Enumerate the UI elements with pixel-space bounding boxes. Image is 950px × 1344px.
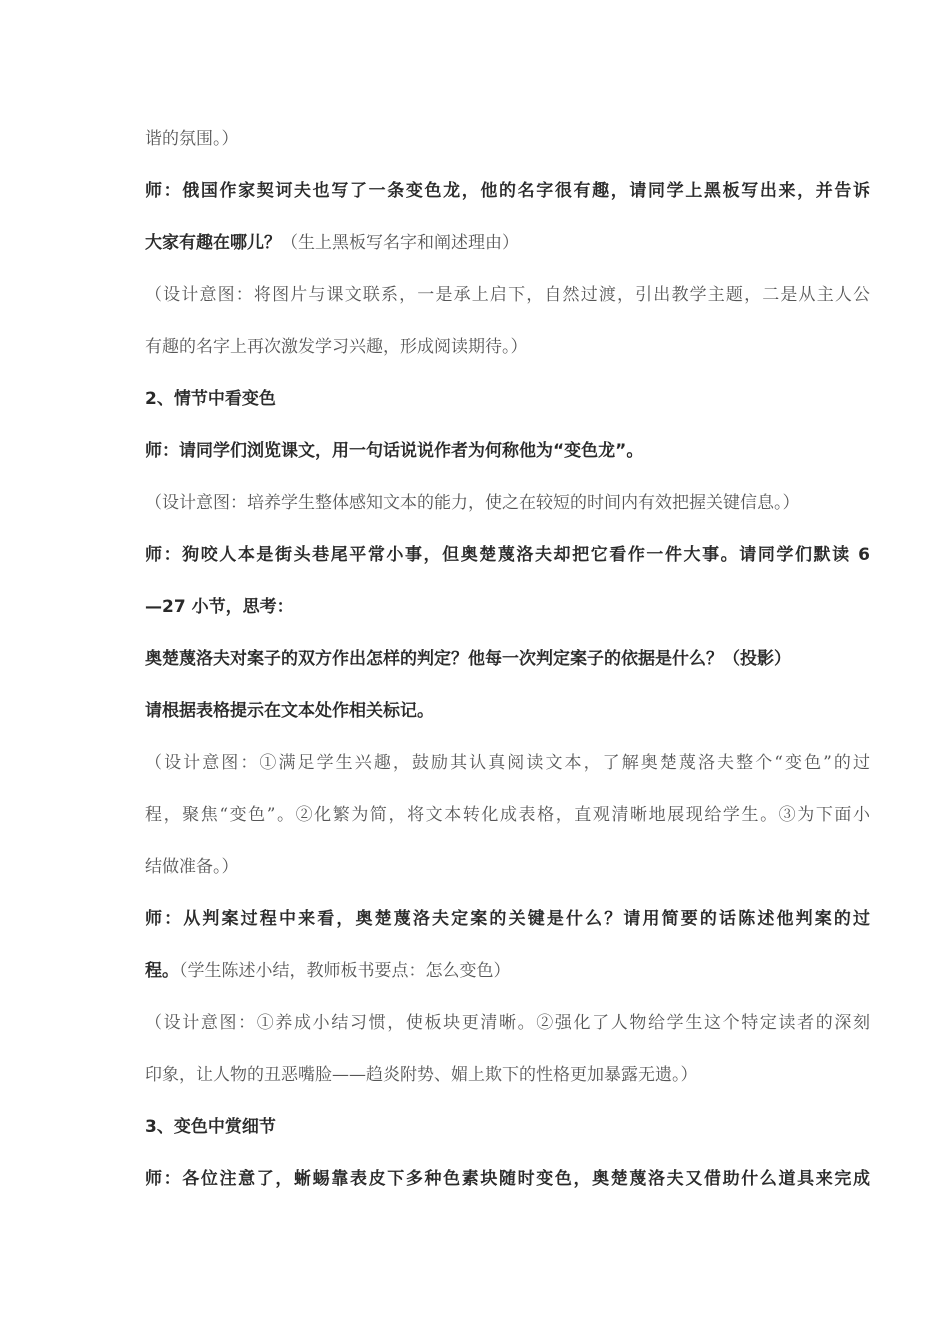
- text-segment: （设计意图：将图片与课文联系，一是承上启下，自然过渡，引出教学主题，二是从主人公: [145, 285, 870, 305]
- bold-text-segment: 程。: [145, 961, 179, 981]
- text-segment: （生上黑板写名字和阐述理由）: [281, 233, 519, 253]
- text-segment: （学生陈述小结，教师板书要点：怎么变色）: [179, 961, 511, 981]
- text-line: [145, 956, 870, 986]
- text-segment: 谐的氛围。）: [145, 129, 239, 149]
- bold-text-segment: 师：从判案过程中来看，奥楚蔑洛夫定案的关键是什么？请用简要的话陈述他判案的过: [145, 909, 870, 929]
- text-line: [145, 904, 870, 934]
- text-line: [145, 488, 870, 518]
- section-heading: [145, 1112, 870, 1142]
- text-segment: 有趣的名字上再次激发学习兴趣，形成阅读期待。）: [145, 337, 528, 357]
- text-line: [145, 1008, 870, 1038]
- text-segment: 印象，让人物的丑恶嘴脸——趋炎附势、媚上欺下的性格更加暴露无遗。）: [145, 1065, 698, 1085]
- bold-text-segment: 师：各位注意了，蜥蜴靠表皮下多种色素块随时变色，奥楚蔑洛夫又借助什么道具来完成: [145, 1169, 870, 1189]
- text-line: [145, 332, 870, 362]
- text-line: [145, 124, 870, 154]
- text-segment: （设计意图：①养成小结习惯，使板块更清晰。②强化了人物给学生这个特定读者的深刻: [145, 1013, 870, 1033]
- section-heading: [145, 384, 870, 414]
- text-line: [145, 852, 870, 882]
- bold-text-segment: 3、变色中赏细节: [145, 1117, 276, 1137]
- text-line: [145, 696, 870, 726]
- text-line: [145, 800, 870, 830]
- text-line: [145, 748, 870, 778]
- text-line: [145, 436, 870, 466]
- bold-text-segment: 请根据表格提示在文本处作相关标记。: [145, 701, 434, 721]
- text-line: [145, 592, 870, 622]
- text-segment: （设计意图：①满足学生兴趣，鼓励其认真阅读文本，了解奥楚蔑洛夫整个“变色”的过: [145, 753, 870, 773]
- text-line: [145, 540, 870, 570]
- text-line: [145, 644, 870, 674]
- bold-text-segment: —27 小节，思考：: [145, 597, 294, 617]
- text-line: [145, 176, 870, 206]
- bold-text-segment: 师：狗咬人本是街头巷尾平常小事，但奥楚蔑洛夫却把它看作一件大事。请同学们默读 6: [145, 545, 870, 565]
- text-segment: 结做准备。）: [145, 857, 239, 877]
- text-line: [145, 280, 870, 310]
- bold-text-segment: 奥楚蔑洛夫对案子的双方作出怎样的判定？他每一次判定案子的依据是什么？（投影）: [145, 649, 791, 669]
- bold-text-segment: 2、情节中看变色: [145, 389, 276, 409]
- text-line: [145, 1060, 870, 1090]
- bold-text-segment: 师：请同学们浏览课文，用一句话说说作者为何称他为“变色龙”。: [145, 441, 644, 461]
- text-line: [145, 1164, 870, 1194]
- text-line: [145, 228, 870, 258]
- bold-text-segment: 师：俄国作家契诃夫也写了一条变色龙，他的名字很有趣，请同学上黑板写出来，并告诉: [145, 181, 870, 201]
- text-segment: （设计意图：培养学生整体感知文本的能力，使之在较短的时间内有效把握关键信息。）: [145, 493, 800, 513]
- bold-text-segment: 大家有趣在哪儿？: [145, 233, 281, 253]
- text-segment: 程，聚焦“变色”。②化繁为简，将文本转化成表格，直观清晰地展现给学生。③为下面小: [145, 805, 870, 825]
